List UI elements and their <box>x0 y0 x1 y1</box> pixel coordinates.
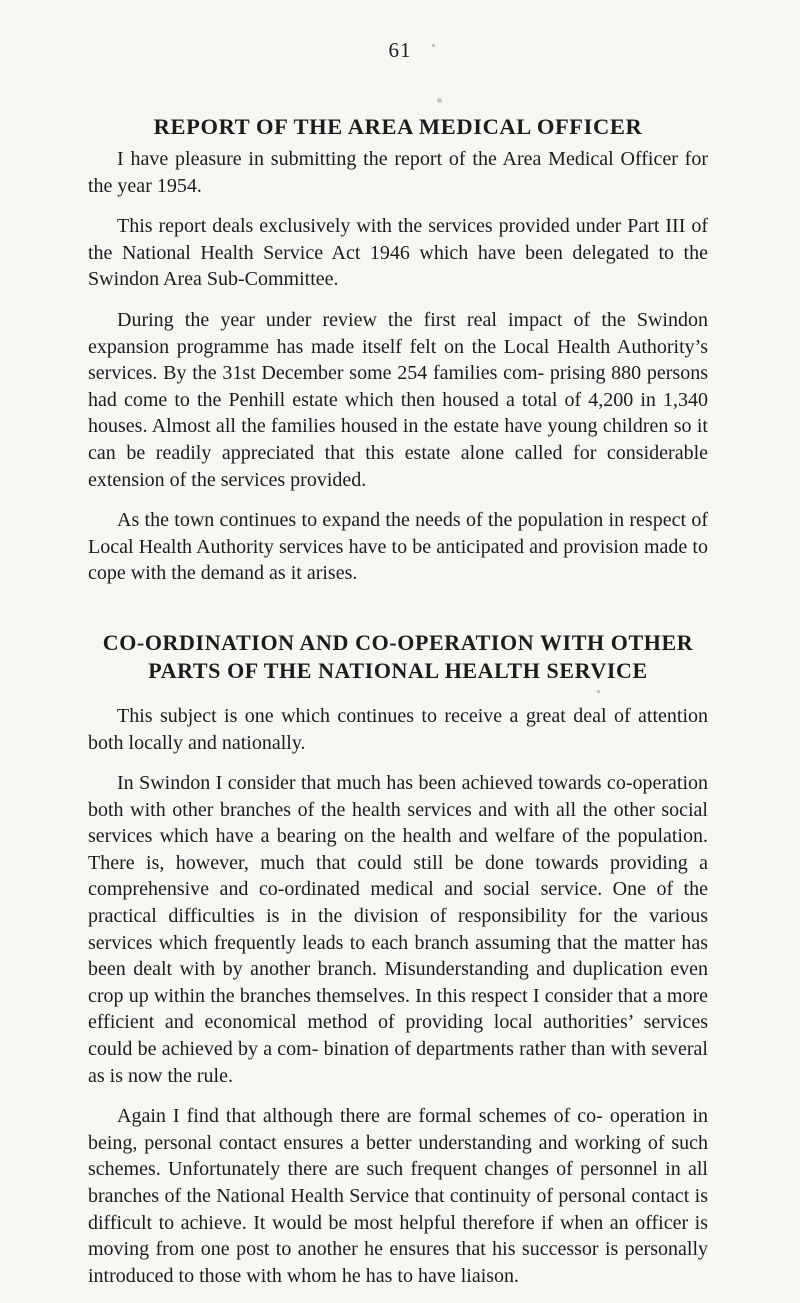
paragraph: In Swindon I consider that much has been achieved towards co-operation both with other branches of the health services and with all the other social services which have a bearing on the health and welfare of the population. There is, however, much that could still be done towards providing a comprehensive and co-ordinated medical and social service. One of the practical difficulties is in the division of responsibility for the various services which frequently leads to each branch assuming that the matter has been dealt with by another branch. Misunderstanding and duplication even crop up within the branches themselves. In this respect I consider that a more efficient and economical method of providing local authorities’ services could be achieved by a com- bination of departments rather than with several as is now the rule. <box>88 772 708 1087</box>
paragraph: Again I find that although there are formal schemes of co- operation in being, personal contact ensures a better understanding and working of such schemes. Unfortunately there are such frequent changes of personnel in all branches of the National Health Service that continuity of personal contact is difficult to achieve. It would be most helpful therefore if when an officer is moving from one post to another he ensures that his successor is personally introduced to those with whom he has to have liaison. <box>88 1105 708 1287</box>
paragraph: During the year under review the first real impact of the Swindon expansion programme has made itself felt on the Local Health Authority’s services. By the 31st December some 254 families com- prising 880 persons had come to the Penhill estate which then housed a total of 4,200 in 1,340 houses. Almost all the families housed in the estate have young children so it can be readily appreciated that this estate alone called for considerable extension of the services provided. <box>88 308 708 491</box>
paragraph: This report deals exclusively with the services provided under Part III of the National Health Service Act 1946 which have been delegated to the Swindon Area Sub-Committee. <box>88 215 708 291</box>
report-title: REPORT OF THE AREA MEDICAL OFFICER <box>153 114 643 139</box>
paper-speck <box>437 98 442 103</box>
intro-section <box>88 146 708 587</box>
report-body <box>88 112 708 1303</box>
coordination-section <box>88 703 708 1289</box>
paragraph: This subject is one which continues to receive a great deal of attention both locally and nationally. <box>88 704 708 754</box>
section-heading: CO-ORDINATION AND CO-OPERATION WITH OTHER PARTS OF THE NATIONAL HEALTH SERVICE <box>102 629 694 683</box>
paragraph: As the town continues to expand the needs of the population in respect of Local Health Authority services have to be anticipated and provision made to cope with the demand as it arises. <box>88 509 708 585</box>
page-number: 61 <box>388 38 412 62</box>
paragraph: I have pleasure in submitting the report of the Area Medical Officer for the year 1954. <box>88 148 708 197</box>
